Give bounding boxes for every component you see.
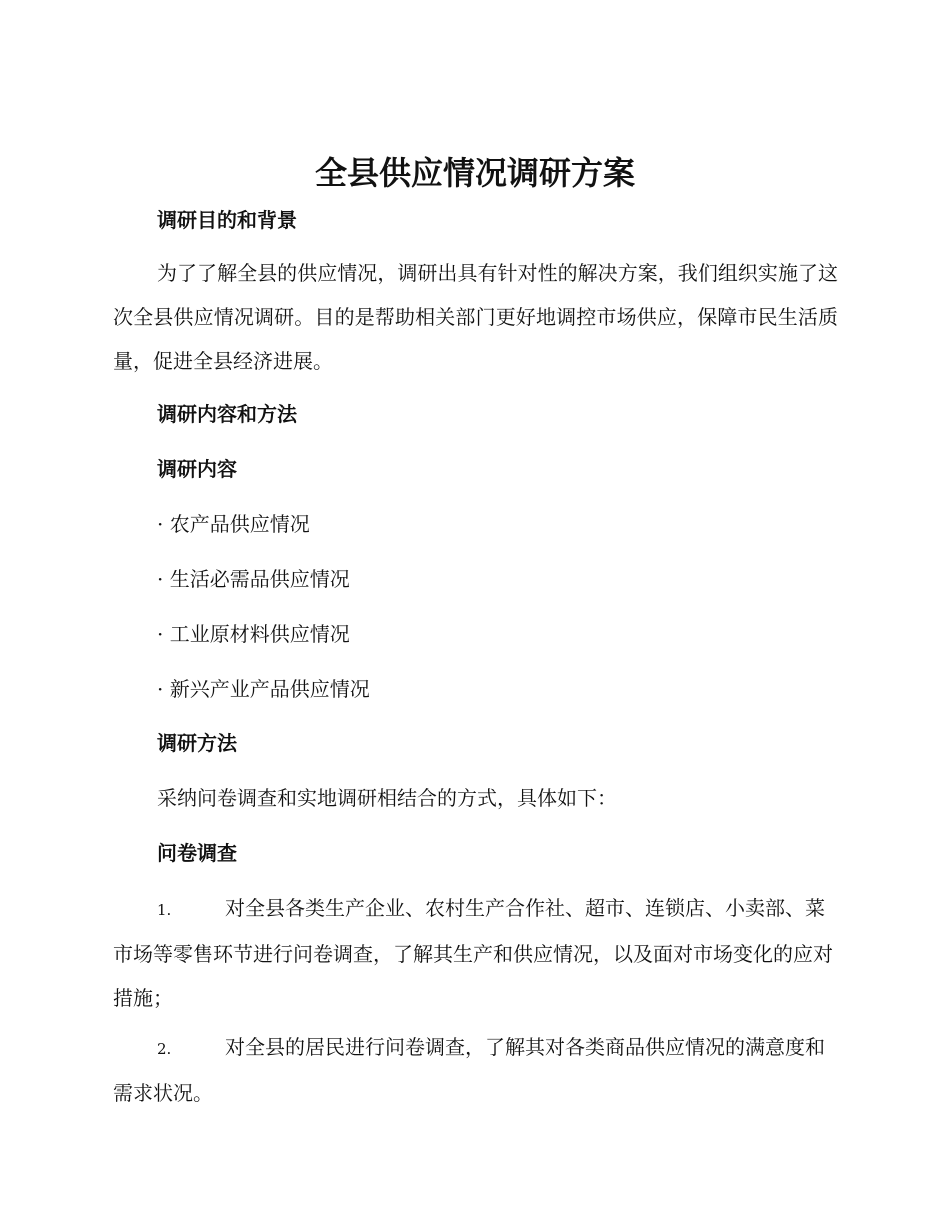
list-number: 2. [157, 1040, 172, 1058]
survey-item-1 [113, 886, 838, 1020]
list-item: · 生活必需品供应情况 [157, 567, 350, 591]
subheading-method: 调研方法 [157, 731, 237, 755]
subheading-content: 调研内容 [157, 457, 237, 481]
list-item: · 新兴产业产品供应情况 [157, 677, 370, 701]
section-heading-content-method: 调研内容和方法 [157, 402, 297, 426]
survey-item-text: 对全县各类生产企业、农村生产合作社、超市、连锁店、小卖部、菜市场等零售环节进行问卷调查，了解其生产和供应情况，以及面对市场变化的应对措施； [113, 896, 833, 1010]
document-title: 全县供应情况调研方案 [314, 154, 635, 192]
subheading-survey: 问卷调查 [157, 841, 237, 865]
survey-item-text: 对全县的居民进行问卷调查，了解其对各类商品供应情况的满意度和需求状况。 [113, 1035, 825, 1105]
section-heading-purpose: 调研目的和背景 [157, 208, 297, 232]
purpose-paragraph: 为了了解全县的供应情况，调研出具有针对性的解决方案，我们组织实施了这次全县供应情况调研。目的是帮助相关部门更好地调控市场供应，保障市民生活质量，促进全县经济进展。 [113, 261, 838, 373]
list-item: · 工业原材料供应情况 [157, 622, 350, 646]
list-item: · 农产品供应情况 [157, 512, 310, 536]
method-text: 采纳问卷调查和实地调研相结合的方式，具体如下： [157, 786, 617, 810]
survey-item-2 [113, 1025, 838, 1115]
list-number: 1. [157, 901, 172, 919]
